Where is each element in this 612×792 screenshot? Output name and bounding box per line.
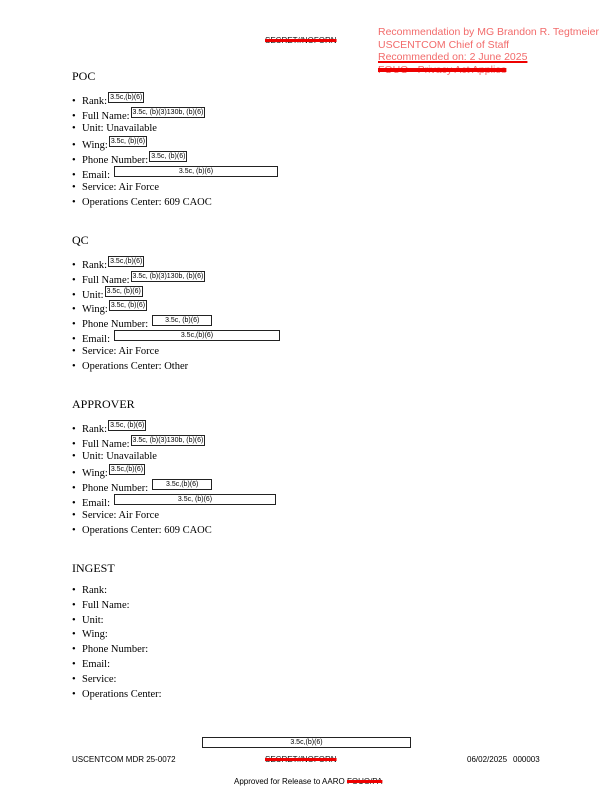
redaction-box: 3.5c, (b)(6) bbox=[110, 422, 145, 429]
redaction-box: 3.5c, (b)(6) bbox=[152, 315, 212, 326]
field-item bbox=[72, 509, 276, 524]
field-label: Rank: bbox=[82, 424, 108, 435]
field-item bbox=[72, 315, 280, 330]
field-item bbox=[72, 271, 280, 286]
footer-redaction-box: 3.5c,(b)(6) bbox=[202, 737, 411, 748]
field-item bbox=[72, 122, 278, 137]
field-item bbox=[72, 673, 162, 688]
field-label: Unit: bbox=[82, 289, 104, 301]
field-list-qc bbox=[72, 256, 280, 374]
field-label: Email: bbox=[82, 497, 110, 509]
field-label: Wing: bbox=[82, 468, 108, 480]
field-item bbox=[72, 300, 280, 315]
stamp-line-date: Recommended on: 2 June 2025 bbox=[378, 51, 528, 63]
release-marking: FOUO/PA bbox=[346, 777, 383, 786]
field-item bbox=[72, 151, 278, 166]
header-classification: SECRET//NOFORN bbox=[265, 36, 337, 45]
field-item bbox=[72, 584, 162, 599]
redaction-box: 3.5c, (b)(6) bbox=[114, 494, 276, 505]
field-item bbox=[72, 107, 278, 122]
redaction-box: 3.5c, (b)(6) bbox=[114, 166, 278, 177]
field-label: Operations Center: 609 CAOC bbox=[82, 196, 212, 208]
field-item bbox=[72, 92, 278, 107]
field-item bbox=[72, 360, 280, 375]
field-label: Rank: bbox=[82, 260, 108, 271]
field-list-ingest bbox=[72, 584, 162, 702]
field-label: Service: Air Force bbox=[82, 345, 159, 357]
field-label: Operations Center: bbox=[82, 688, 162, 700]
field-item bbox=[72, 435, 276, 450]
field-item bbox=[72, 494, 276, 509]
field-label: Unit: bbox=[82, 614, 104, 626]
field-list-poc bbox=[72, 92, 278, 210]
field-item bbox=[72, 420, 276, 435]
redaction-box: 3.5c,(b)(6) bbox=[152, 479, 212, 490]
field-item bbox=[72, 286, 280, 301]
field-label: Operations Center: 609 CAOC bbox=[82, 524, 212, 536]
field-label: Full Name: bbox=[82, 438, 130, 450]
field-label: Service: Air Force bbox=[82, 181, 159, 193]
field-label: Rank: bbox=[82, 585, 108, 596]
field-label: Email: bbox=[82, 658, 110, 670]
field-label: Wing: bbox=[82, 629, 108, 641]
redaction-box: 3.5c, (b)(3)130b, (b)(6) bbox=[132, 272, 204, 280]
field-label: Email: bbox=[82, 169, 110, 181]
field-item bbox=[72, 464, 276, 479]
field-label: Full Name: bbox=[82, 274, 130, 286]
field-label: Full Name: bbox=[82, 599, 130, 611]
redaction-box: 3.5c, (b)(3)130b, (b)(6) bbox=[132, 108, 204, 116]
field-item bbox=[72, 688, 162, 703]
redaction-box: 3.5c, (b)(3)130b, (b)(6) bbox=[132, 436, 204, 444]
redaction-box: 3.5c,(b)(6) bbox=[110, 258, 143, 265]
field-item bbox=[72, 599, 162, 614]
field-item bbox=[72, 181, 278, 196]
footer-date: 06/02/2025 bbox=[467, 755, 508, 764]
field-label: Phone Number: bbox=[82, 319, 149, 331]
field-item bbox=[72, 136, 278, 151]
footer-classification: SECRET//NOFORN bbox=[265, 755, 337, 764]
footer-page-number: 000003 bbox=[513, 755, 540, 764]
field-item bbox=[72, 196, 278, 211]
field-label: Operations Center: Other bbox=[82, 360, 189, 372]
field-label: Full Name: bbox=[82, 110, 130, 122]
redaction-box: 3.5c,(b)(6) bbox=[110, 466, 144, 474]
redaction-box: 3.5c, (b)(6) bbox=[110, 302, 146, 310]
field-item bbox=[72, 166, 278, 181]
field-item bbox=[72, 479, 276, 494]
field-item bbox=[72, 450, 276, 465]
section-title-poc: POC bbox=[72, 69, 96, 83]
redaction-box: 3.5c, (b)(6) bbox=[110, 138, 146, 146]
field-label: Service: bbox=[82, 673, 117, 685]
section-title-approver: APPROVER bbox=[72, 397, 135, 411]
stamp-line-title: USCENTCOM Chief of Staff bbox=[378, 38, 510, 51]
field-item bbox=[72, 256, 280, 271]
recommendation-stamp bbox=[378, 26, 599, 76]
field-label: Unit: Unavailable bbox=[82, 450, 157, 462]
section-title-qc: QC bbox=[72, 233, 89, 247]
field-item bbox=[72, 330, 280, 345]
field-label: Email: bbox=[82, 333, 110, 345]
field-label: Wing: bbox=[82, 304, 108, 316]
redaction-box: 3.5c,(b)(6) bbox=[110, 94, 143, 101]
field-item bbox=[72, 658, 162, 673]
field-label: Phone Number: bbox=[82, 483, 149, 495]
footer-release-line bbox=[234, 777, 382, 786]
stamp-line-recommender: Recommendation by MG Brandon R. Tegtmeier bbox=[378, 26, 599, 38]
field-label: Wing: bbox=[82, 140, 108, 152]
footer-doc-id: USCENTCOM MDR 25-0072 bbox=[72, 755, 176, 764]
field-label: Unit: Unavailable bbox=[82, 122, 157, 134]
stamp-line-privacy: FOUO - Privacy Act Applies bbox=[378, 63, 507, 76]
field-item bbox=[72, 643, 162, 658]
section-title-ingest: INGEST bbox=[72, 561, 115, 575]
field-item bbox=[72, 345, 280, 360]
field-label: Service: Air Force bbox=[82, 509, 159, 521]
field-item bbox=[72, 524, 276, 539]
redaction-box: 3.5c, (b)(6) bbox=[106, 287, 141, 295]
field-item bbox=[72, 628, 162, 643]
redaction-box: 3.5c,(b)(6) bbox=[114, 330, 280, 341]
field-label: Phone Number: bbox=[82, 155, 149, 167]
field-label: Phone Number: bbox=[82, 644, 149, 656]
field-list-approver bbox=[72, 420, 276, 538]
redaction-box: 3.5c, (b)(6) bbox=[151, 153, 186, 161]
field-label: Rank: bbox=[82, 96, 108, 107]
release-text: Approved for Release to AARO bbox=[234, 777, 345, 786]
field-item bbox=[72, 614, 162, 629]
